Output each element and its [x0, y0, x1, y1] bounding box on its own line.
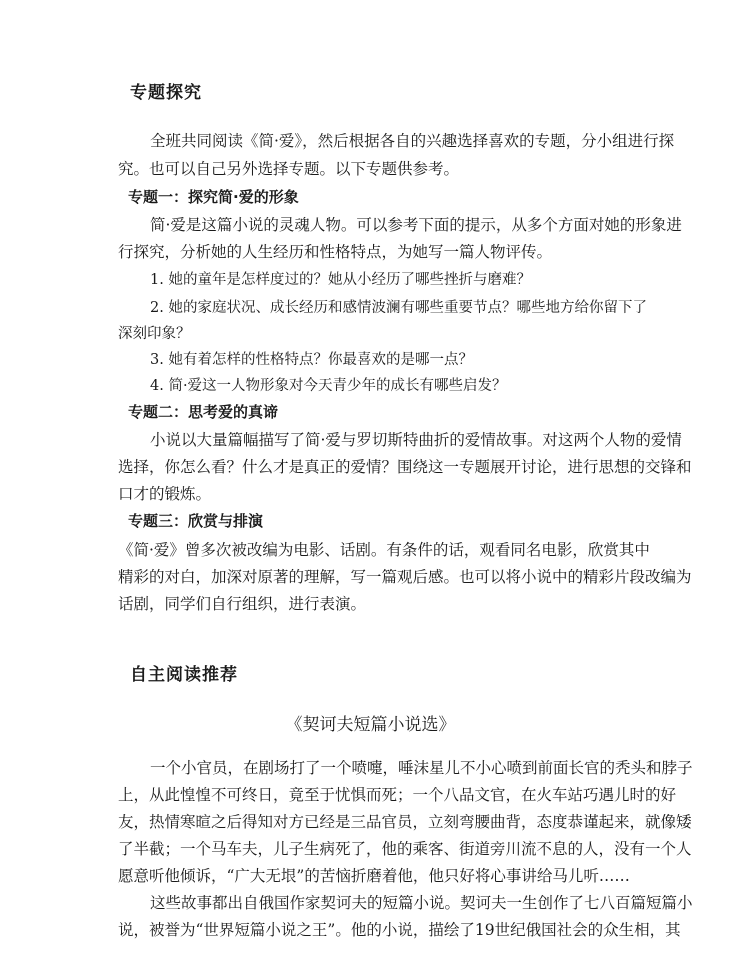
book-title: 《契诃夫短篇小说选》: [285, 715, 456, 735]
summary-line-1: 这些故事都出自俄国作家契诃夫的短篇小说。契诃夫一生创作了七八百篇短篇小: [150, 894, 693, 912]
summary-line-2: 说，被誉为“世界短篇小说之王”。他的小说，描绘了19世纪俄国社会的众生相，其: [118, 921, 681, 939]
excerpt-line-3: 友，热情寒暄之后得知对方已经是三品官员，立刻弯腰曲背，态度恭谨起来，就像矮: [118, 813, 692, 831]
question-4: 4. 简·爱这一人物形象对今天青少年的成长有哪些启发？: [150, 378, 507, 394]
section-heading-inquiry: 专题探究: [130, 83, 202, 103]
intro-line-1: 全班共同阅读《简·爱》，然后根据各自的兴趣选择喜欢的专题，分小组进行探: [150, 132, 675, 150]
excerpt-line-2: 上，从此惶惶不可终日，竟至于忧惧而死；一个八品文官，在火车站巧遇儿时的好: [118, 786, 677, 804]
section-heading-recommendation: 自主阅读推荐: [130, 665, 238, 685]
topic3-title: 专题三：欣赏与排演: [128, 512, 264, 530]
topic2-line-3: 口才的锻炼。: [118, 485, 212, 503]
question-1: 1. 她的童年是怎样度过的？她从小经历了哪些挫折与磨难？: [150, 272, 531, 288]
question-2-line-2: 深刻印象？: [118, 326, 191, 342]
topic3-line-2: 精彩的对白，加深对原著的理解，写一篇观后感。也可以将小说中的精彩片段改编为: [118, 568, 692, 586]
topic2-line-1: 小说以大量篇幅描写了简·爱与罗切斯特曲折的爱情故事。对这两个人物的爱情: [150, 431, 682, 449]
topic2-line-2: 选择，你怎么看？什么才是真正的爱情？围绕这一专题展开讨论，进行思想的交锋和: [118, 458, 692, 476]
topic3-line-3: 话剧，同学们自行组织，进行表演。: [118, 595, 367, 613]
topic2-title: 专题二：思考爱的真谛: [128, 403, 279, 421]
topic3-line-1: 《简·爱》曾多次被改编为电影、话剧。有条件的话，观看同名电影，欣赏其中: [118, 541, 650, 559]
excerpt-line-1: 一个小官员，在剧场打了一个喷嚏，唾沫星儿不小心喷到前面长官的秃头和脖子: [150, 759, 693, 777]
intro-line-2: 究。也可以自己另外选择专题。以下专题供参考。: [118, 160, 460, 178]
topic1-paragraph-line-1: 简·爱是这篇小说的灵魂人物。可以参考下面的提示，从多个方面对她的形象进: [150, 216, 682, 234]
question-3: 3. 她有着怎样的性格特点？你最喜欢的是哪一点？: [150, 352, 473, 368]
question-2-line-1: 2. 她的家庭状况、成长经历和感情波澜有哪些重要节点？哪些地方给你留下了: [150, 300, 647, 316]
excerpt-line-5: 愿意听他倾诉，“广大无垠”的苦恼折磨着他，他只好将心事讲给马儿听……: [118, 867, 630, 885]
topic1-paragraph-line-2: 行探究，分析她的人生经历和性格特点，为她写一篇人物评传。: [118, 243, 553, 261]
topic1-title: 专题一：探究简·爱的形象: [128, 188, 299, 206]
excerpt-line-4: 了半截；一个马车夫，儿子生病死了，他的乘客、街道旁川流不息的人，没有一个人: [118, 840, 692, 858]
